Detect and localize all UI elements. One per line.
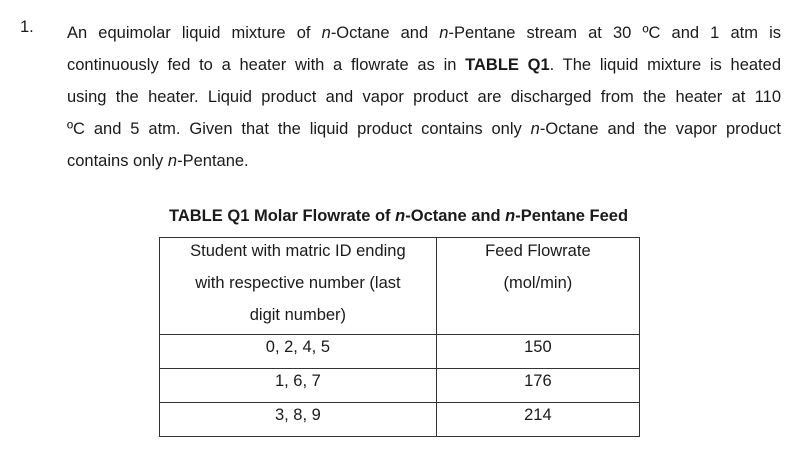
flow-cell: 214	[436, 403, 639, 437]
digits-cell: 0, 2, 4, 5	[160, 335, 437, 369]
title-text: -Pentane Feed	[515, 207, 629, 225]
line-text: -Octane and	[330, 24, 440, 42]
paragraph-line-2	[67, 49, 781, 81]
paragraph-line-1	[67, 17, 781, 49]
line-text: An equimolar liquid mixture of	[67, 24, 322, 42]
digits-cell: 1, 6, 7	[160, 369, 437, 403]
digits-cell: 3, 8, 9	[160, 403, 437, 437]
feed-flowrate-table	[159, 237, 640, 437]
title-text: -Octane and	[405, 207, 506, 225]
question-paragraph	[67, 17, 781, 177]
line-text: -Octane and the vapor product	[539, 120, 781, 138]
line-text: . The liquid mixture is heated	[549, 56, 781, 74]
line-text: using the heater. Liquid product and vapor product are discharged from the heater at 110	[67, 88, 781, 106]
line-text: contains only	[67, 152, 168, 170]
table-title	[169, 205, 689, 227]
table-header-row	[160, 238, 640, 335]
title-text: TABLE Q1 Molar Flowrate of	[169, 207, 396, 225]
italic-n: n	[321, 24, 331, 42]
italic-n: n	[167, 152, 178, 170]
italic-n: n	[439, 24, 449, 42]
header-line: digit number)	[249, 306, 347, 324]
header-line: with respective number (last	[195, 274, 401, 292]
header-line: Feed Flowrate	[485, 242, 591, 260]
paragraph-line-5	[67, 145, 781, 177]
line-text: ºC and 5 atm. Given that the liquid product contains only	[67, 120, 531, 138]
header-line: Student with matric ID ending	[190, 242, 406, 260]
title-italic-n: n	[395, 207, 406, 225]
header-feed-flowrate	[436, 238, 639, 335]
italic-n: n	[530, 120, 540, 138]
table-reference: TABLE Q1	[465, 56, 550, 74]
title-italic-n: n	[505, 207, 516, 225]
paragraph-line-4	[67, 113, 781, 145]
paragraph-line-3	[67, 81, 781, 113]
header-student-id	[160, 238, 437, 335]
flow-cell: 176	[436, 369, 639, 403]
header-line: (mol/min)	[503, 274, 573, 292]
flow-cell: 150	[436, 335, 639, 369]
table-row	[160, 369, 640, 403]
line-text: continuously fed to a heater with a flowrate as in	[67, 56, 466, 74]
line-text: -Pentane stream at 30 ºC and 1 atm is	[448, 24, 782, 42]
line-text: -Pentane.	[177, 152, 249, 170]
question-number: 1.	[20, 18, 34, 36]
table-row	[160, 403, 640, 437]
table-row	[160, 335, 640, 369]
